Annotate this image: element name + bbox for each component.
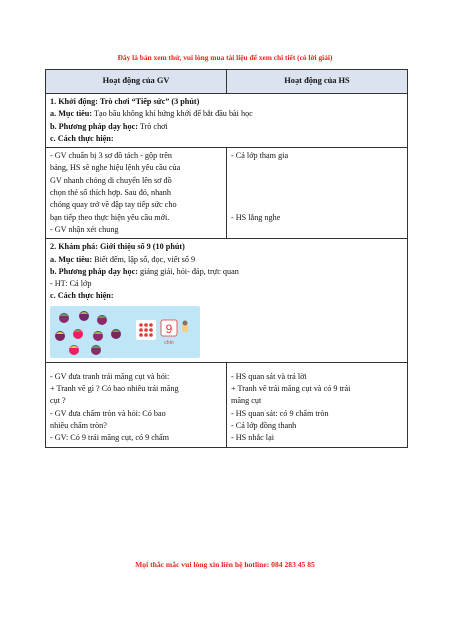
column-header-gv: Hoạt động của GV <box>46 70 227 94</box>
section-2-gv-cell <box>46 362 227 447</box>
small-mascot-icon <box>182 320 188 332</box>
hs-line: - HS quan sát: có 9 chấm tròn <box>231 408 329 418</box>
nine-dots-card <box>136 320 156 340</box>
gv-line: - GV nhận xét chung <box>50 224 119 234</box>
lesson-plan-table <box>45 69 408 448</box>
hs-line: - HS quan sát và trả lời <box>231 371 307 381</box>
section-1-gv-cell <box>46 148 227 239</box>
section-1-method: b. Phương pháp dạy học: Trò chơi <box>50 121 168 131</box>
gv-line: bạn tiếp theo thực hiện yêu cầu mới. <box>50 212 170 222</box>
digit-word: chín <box>164 339 174 346</box>
preview-notice: Đây là bản xem thử, vui lòng mua tài liệu để xem chi tiết (có lời giải) <box>117 53 333 62</box>
section-2-method: b. Phương pháp dạy học: giảng giải, hỏi- đáp, trực quan <box>50 266 239 276</box>
section-1-steps-label: c. Cách thực hiện: <box>50 133 114 143</box>
section-2-goal: a. Mục tiêu: Biết đếm, lập số, đọc, viết số 9 <box>50 254 196 264</box>
section-2-intro <box>46 239 408 362</box>
section-1-title: 1. Khởi động: Trò chơi “Tiếp sức” (3 phút) <box>50 97 200 106</box>
gv-line: nhiêu chấm tròn? <box>50 420 107 430</box>
mangosteen-picture <box>50 306 200 358</box>
section-1-goal: a. Mục tiêu: Tạo bầu không khí hứng khởi để bắt đầu bài học <box>50 109 253 119</box>
gv-line: chóng quay trở về đập tay tiếp sức cho <box>50 200 177 210</box>
gv-line: GV nhanh chóng di chuyển lên sơ đồ <box>50 175 172 185</box>
digit-nine: 9 <box>165 321 173 336</box>
gv-line: + Tranh vẽ gì ? Có bao nhiêu trái măng <box>50 384 179 394</box>
hs-line: măng cụt <box>231 396 262 406</box>
section-2-title: 2. Khám phá: Giới thiệu số 9 (10 phút) <box>50 242 185 252</box>
gv-line: cụt ? <box>50 396 66 406</box>
section-2-steps-label: c. Cách thực hiện: <box>50 291 114 301</box>
section-1-intro <box>46 94 408 148</box>
column-header-hs: Hoạt động của HS <box>227 70 408 94</box>
gv-line: - GV: Có 9 trái măng cụt, có 9 chấm <box>50 433 169 443</box>
section-2-hs-cell <box>227 362 408 447</box>
hs-line: - HS nhắc lại <box>231 433 274 443</box>
hs-line: - Cả lớp đồng thanh <box>231 420 297 430</box>
mangosteen-illustration <box>50 306 200 358</box>
gv-line: chọn thẻ số thích hợp. Sau đó, nhanh <box>50 188 171 198</box>
hotline-notice: Mọi thắc mắc vui lòng xin liên hệ hotline: 084 283 45 85 <box>135 560 315 569</box>
gv-line: - GV chuẩn bị 3 sơ đồ tách - gộp trên <box>50 151 172 161</box>
gv-line: - GV đưa tranh trái măng cụt và hỏi: <box>50 371 170 381</box>
hs-line: - HS lắng nghe <box>231 212 281 222</box>
section-2-ht: - HT: Cả lớp <box>50 279 92 289</box>
mangosteen-fruits <box>55 311 121 355</box>
gv-line: bảng, HS sẽ nghe hiệu lệnh yêu cầu của <box>50 163 181 173</box>
hs-line: - Cả lớp tham gia <box>231 151 289 161</box>
gv-line: - GV đưa chấm tròn và hỏi: Có bao <box>50 408 166 418</box>
section-1-hs-cell <box>227 148 408 239</box>
hs-line: + Tranh vẽ trái măng cụt và có 9 trái <box>231 384 351 394</box>
